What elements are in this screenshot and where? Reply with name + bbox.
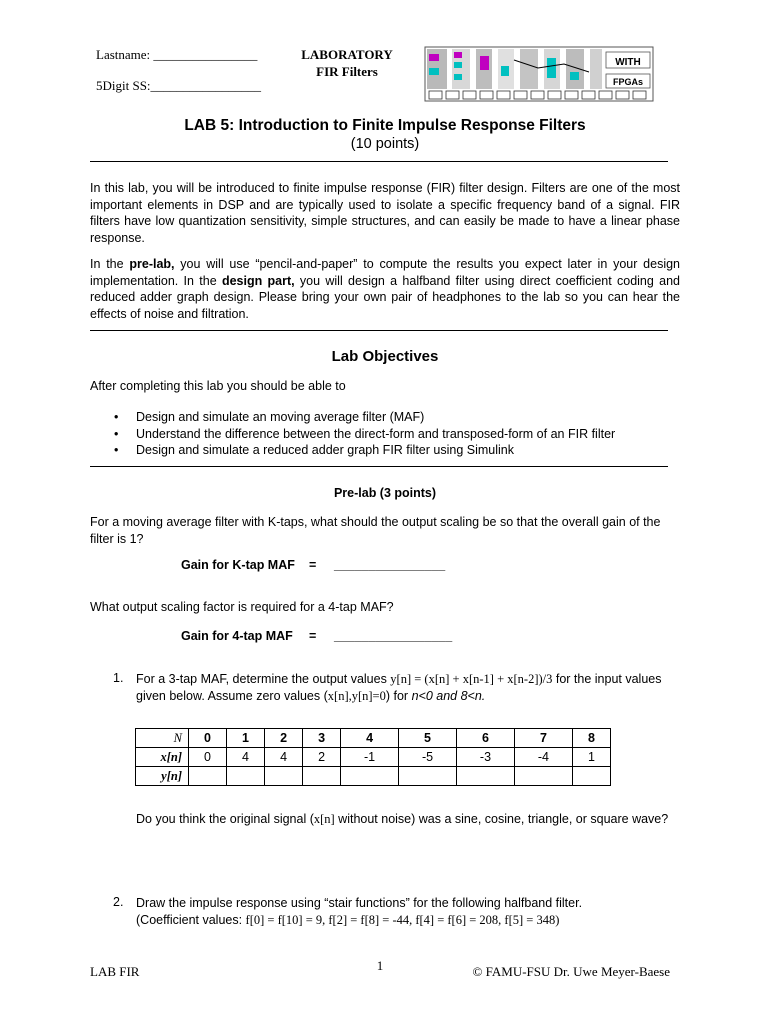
answer-cell[interactable] xyxy=(341,767,399,786)
table-cell: 7 xyxy=(514,729,572,748)
answer-cell[interactable] xyxy=(457,767,515,786)
objectives-lead: After completing this lab you should be able to xyxy=(90,379,346,393)
table-cell: 5 xyxy=(399,729,457,748)
table-row xyxy=(136,748,611,767)
answer-cell[interactable] xyxy=(265,767,303,786)
gain-4-answer-blank[interactable]: _________________ xyxy=(334,629,453,643)
prelab-question-3: Do you think the original signal (x[n] without noise) was a sine, cosine, triangle, or square wave? xyxy=(136,812,669,826)
item-1-text: For a 3-tap MAF, determine the output values y[n] = (x[n] + x[n-1] + x[n-2])/3 for the input values given below. Assume zero values (x[n],y[n]=0) for n<0 and 8<n. xyxy=(136,672,662,703)
table-cell: 4 xyxy=(227,748,265,767)
divider-1 xyxy=(90,161,668,162)
gain-4-label: Gain for 4-tap MAF xyxy=(181,629,293,643)
table-cell: 1 xyxy=(572,748,610,767)
table-cell: -1 xyxy=(341,748,399,767)
ss-field[interactable]: 5Digit SS:_________________ xyxy=(96,78,262,93)
item-1-number: 1. xyxy=(113,671,124,685)
table-cell: 3 xyxy=(303,729,341,748)
objectives-list xyxy=(112,409,682,459)
signal-table xyxy=(135,728,611,786)
lab-label: LABORATORY xyxy=(301,47,393,62)
item-2-text: Draw the impulse response using “stair functions” for the following halfband filter. (Coefficient values: f[0] = f[10] = 9, f[2] = f[8] = -44, f[4] = f[6] = 208, f[5] = 348) xyxy=(136,896,583,927)
table-cell: 8 xyxy=(572,729,610,748)
objective-item: • Understand the difference between the direct-form and transposed-form of an FIR filter xyxy=(114,426,616,441)
item-2-number: 2. xyxy=(113,895,124,909)
table-row-label-x: x[n] xyxy=(136,748,189,767)
objective-item: • Design and simulate a reduced adder graph FIR filter using Simulink xyxy=(114,443,514,457)
table-cell: 2 xyxy=(265,729,303,748)
table-cell: 1 xyxy=(227,729,265,748)
answer-cell[interactable] xyxy=(227,767,265,786)
gain-k-equals: = xyxy=(309,558,317,572)
footer-left: LAB FIR xyxy=(90,964,140,979)
page-title: LAB 5: Introduction to Finite Impulse Response Filters xyxy=(184,117,586,134)
answer-cell[interactable] xyxy=(303,767,341,786)
table-cell: 0 xyxy=(189,729,227,748)
table-cell: 2 xyxy=(303,748,341,767)
footer-copyright: © FAMU-FSU Dr. Uwe Meyer-Baese xyxy=(472,964,670,979)
table-cell: 0 xyxy=(189,748,227,767)
gain-4-equals: = xyxy=(309,629,317,643)
objective-item: • Design and simulate an moving average filter (MAF) xyxy=(114,410,425,424)
divider-3 xyxy=(90,466,668,467)
prelab-question-2: What output scaling factor is required for a 4-tap MAF? xyxy=(90,600,394,614)
points-label: (10 points) xyxy=(350,136,420,152)
table-row-label-y: y[n] xyxy=(136,767,189,786)
objectives-heading: Lab Objectives xyxy=(331,348,439,365)
divider-2 xyxy=(90,330,668,331)
intro-paragraph-1: In this lab, you will be introduced to finite impulse response (FIR) filter design. Filters are one of the most important elements in DSP and are typically used to isolate a specific frequency band of a signal. FIR filters have low quantization sensitivity, simple structures, and can easily be made to have a linear phase response. xyxy=(90,181,680,245)
table-header-n: N xyxy=(136,729,189,748)
gain-k-answer-blank[interactable]: ________________ xyxy=(334,558,446,572)
lab-sublabel: FIR Filters xyxy=(316,64,378,79)
table-row xyxy=(136,767,611,786)
page-number: 1 xyxy=(376,958,384,973)
lastname-field[interactable]: Lastname: ________________ xyxy=(96,47,258,62)
gain-k-label: Gain for K-tap MAF xyxy=(181,558,295,572)
logo-with-text: WITH xyxy=(615,57,641,68)
answer-cell[interactable] xyxy=(514,767,572,786)
book-logo xyxy=(424,46,654,107)
logo-fpgas-text: FPGAs xyxy=(612,77,644,87)
prelab-question-1: For a moving average filter with K-taps, what should the output scaling be so that the overall gain of the filter is 1? xyxy=(90,515,661,546)
table-cell: 6 xyxy=(457,729,515,748)
intro-paragraph-2: In the pre-lab, you will use “pencil-and-paper” to compute the results you expect later in your design implementation. In the design part, you will design a halfband filter using direct coefficient coding and reduced adder graph design. Please bring your own pair of headphones to the lab so you can hear the effects of noise and filtration. xyxy=(90,257,681,321)
answer-cell[interactable] xyxy=(189,767,227,786)
table-cell: 4 xyxy=(265,748,303,767)
answer-cell[interactable] xyxy=(399,767,457,786)
table-cell: 4 xyxy=(341,729,399,748)
table-cell: -3 xyxy=(457,748,515,767)
table-cell: -4 xyxy=(514,748,572,767)
table-cell: -5 xyxy=(399,748,457,767)
answer-cell[interactable] xyxy=(572,767,610,786)
prelab-heading: Pre-lab (3 points) xyxy=(333,486,437,500)
table-row xyxy=(136,729,611,748)
